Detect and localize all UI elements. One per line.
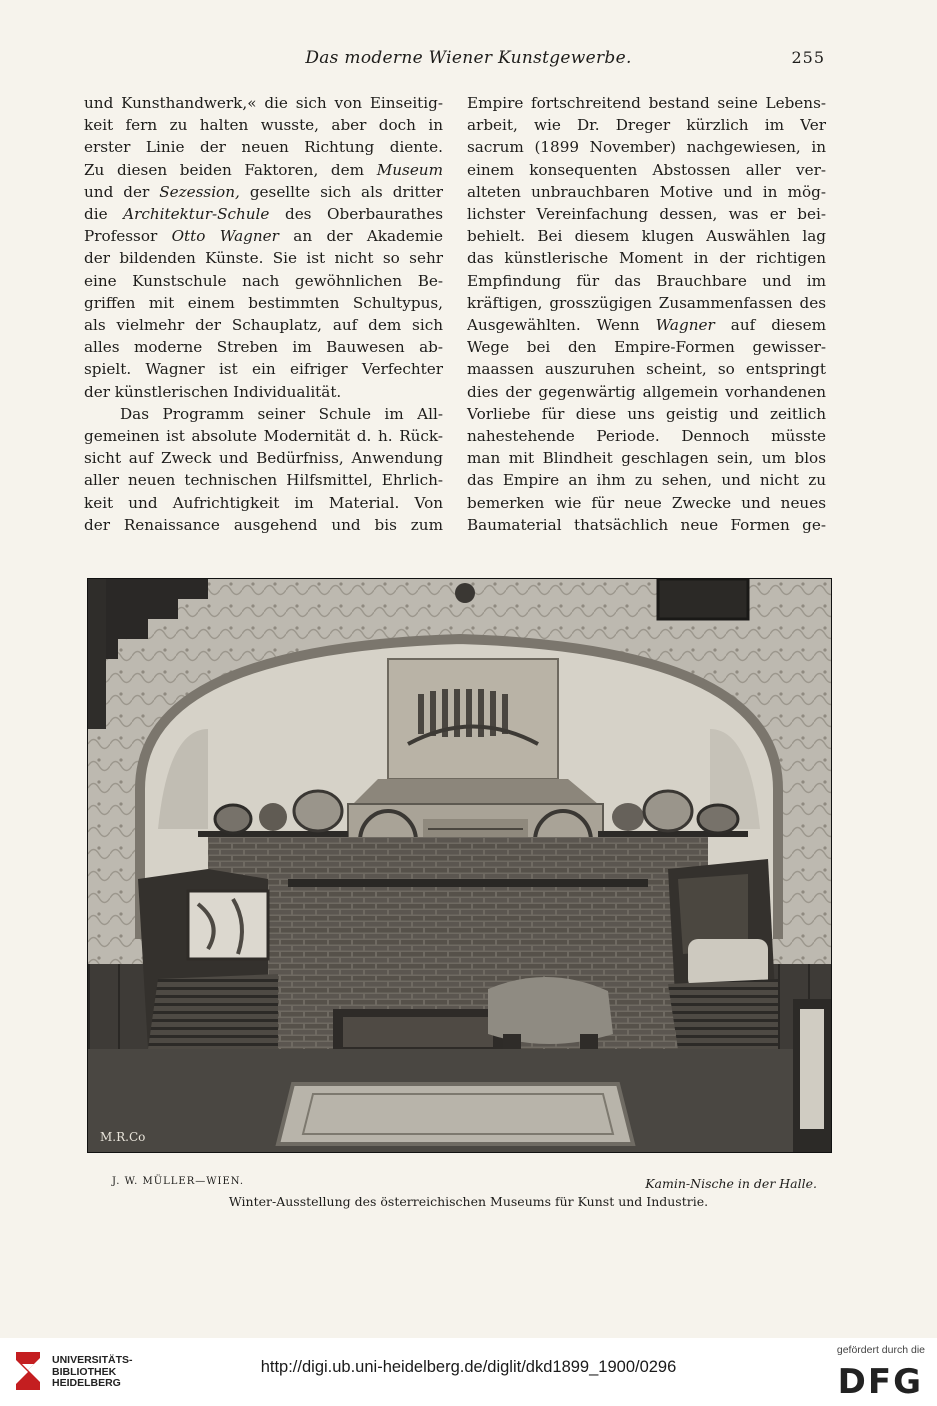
text-line: dies der gegenwärtig allgemein vorhandenen	[467, 382, 826, 401]
text-line: das künstlerische Moment in der richtigen	[467, 249, 826, 268]
text-line: alles moderne Streben im Bauwesen ab-	[84, 338, 443, 357]
text-line: behielt. Bei diesem klugen Auswählen lag	[467, 227, 826, 246]
text-line: der künstlerischen Individualität.	[84, 382, 342, 401]
text-column-right	[467, 92, 826, 536]
text-line: sacrum (1899 November) nachgewiesen, in	[467, 138, 826, 157]
text-fragment: Professor	[84, 227, 158, 246]
figure-caption: Winter-Ausstellung des österreichischen Museums für Kunst und Industrie.	[228, 1194, 709, 1209]
text-line: der Renaissance ausgehend und bis zum	[84, 515, 443, 534]
text-line: Empire fortschreitend bestand seine Lebens-	[467, 94, 826, 112]
text-line	[84, 159, 443, 181]
text-line: nahestehende Periode. Dennoch müsste	[467, 427, 826, 446]
text-line	[467, 314, 826, 336]
text-line: keit fern zu halten wusste, aber doch in	[84, 116, 443, 135]
text-line: alteten unbrauchbaren Motive und in mög-	[467, 182, 826, 201]
library-name-line: UNIVERSITÄTS-	[52, 1354, 133, 1366]
text-line: griffen mit einem bestimmten Schultypus,	[84, 293, 443, 312]
text-fragment: des Oberbaurathes	[284, 205, 443, 224]
text-line: erster Linie der neuen Richtung diente.	[84, 138, 443, 157]
dfg-logo: DFG	[837, 1362, 923, 1402]
fireplace-photograph	[87, 578, 832, 1153]
text-line: kräftigen, grosszügigen Zusammenfassen des	[467, 293, 826, 312]
italic-term: Wagner	[219, 227, 279, 246]
plate-monogram: M.R.Co	[100, 1130, 146, 1144]
text-fragment: Zu diesen beiden Faktoren, dem	[84, 160, 365, 179]
text-line: Wege bei den Empire-Formen gewisser-	[467, 338, 826, 357]
text-line: als vielmehr der Schauplatz, auf dem sich	[84, 316, 443, 335]
italic-term: Architektur-Schule	[123, 205, 270, 224]
text-line: man mit Blindheit geschlagen sein, um blos	[467, 449, 826, 468]
page-number: 255	[791, 48, 825, 67]
text-line: gemeinen ist absolute Modernität d. h. Rück-	[84, 427, 443, 446]
caption-row	[112, 1176, 817, 1194]
text-line: sicht auf Zweck und Bedürfniss, Anwendung	[84, 449, 443, 468]
text-line: einem konsequenten Abstossen aller ver-	[467, 160, 826, 179]
text-line: bemerken wie für neue Zwecke und neues	[467, 493, 826, 512]
text-line: arbeit, wie Dr. Dreger kürzlich im Ver	[467, 116, 826, 135]
text-line	[84, 203, 443, 225]
italic-term: Museum	[376, 160, 443, 179]
text-line: Das Programm seiner Schule im All-	[120, 404, 443, 423]
text-fragment: auf diesem	[730, 316, 826, 335]
text-line: eine Kunstschule nach gewöhnlichen Be-	[84, 271, 443, 290]
text-line: der bildenden Künste. Sie ist nicht so sehr	[84, 249, 443, 268]
library-name-line: BIBLIOTHEK	[52, 1365, 117, 1378]
text-line	[84, 225, 443, 247]
running-title: Das moderne Wiener Kunstgewerbe.	[305, 48, 632, 68]
running-head	[0, 48, 937, 72]
photographer-credit: J. W. MÜLLER—WIEN.	[112, 1176, 245, 1187]
italic-term: Sezession,	[159, 182, 240, 201]
figure-title: Kamin-Nische in der Halle.	[645, 1176, 817, 1191]
text-line: Empfindung für das Brauchbare und im	[467, 271, 826, 290]
text-line: maassen auszuruhen scheint, so entspringt	[467, 360, 826, 379]
library-name-line: HEIDELBERG	[52, 1377, 121, 1389]
text-fragment: an der Akademie	[293, 227, 444, 246]
text-line: aller neuen technischen Hilfsmittel, Ehrlich-	[84, 471, 443, 490]
text-line: spielt. Wagner ist ein eifriger Verfechter	[84, 360, 443, 379]
funded-by-label: gefördert durch die	[836, 1344, 925, 1356]
text-fragment: und der	[84, 182, 150, 201]
text-column-left	[84, 92, 443, 536]
text-fragment: die	[84, 205, 108, 224]
digitization-footer	[0, 1338, 937, 1406]
text-line: und Kunsthandwerk,« die sich von Einseitig-	[84, 94, 443, 112]
text-line: keit und Aufrichtigkeit im Material. Von	[84, 493, 443, 512]
fireplace-illustration	[88, 579, 831, 1152]
text-line	[84, 181, 443, 203]
text-line: Baumaterial thatsächlich neue Formen ge-	[467, 515, 826, 534]
italic-term: Wagner	[655, 316, 715, 335]
text-fragment: gesellte sich als dritter	[249, 182, 443, 201]
text-line: Vorliebe für diese uns geistig und zeitlich	[467, 404, 826, 423]
text-fragment: Ausgewählten. Wenn	[467, 316, 640, 335]
permalink-url[interactable]: http://digi.ub.uni-heidelberg.de/diglit/dkd1899_1900/0296	[260, 1358, 677, 1376]
italic-term: Otto	[171, 227, 206, 246]
text-line: das Empire an ihm zu sehen, und nicht zu	[467, 471, 826, 490]
text-line: lichster Vereinfachung dessen, was er bei-	[467, 205, 826, 224]
